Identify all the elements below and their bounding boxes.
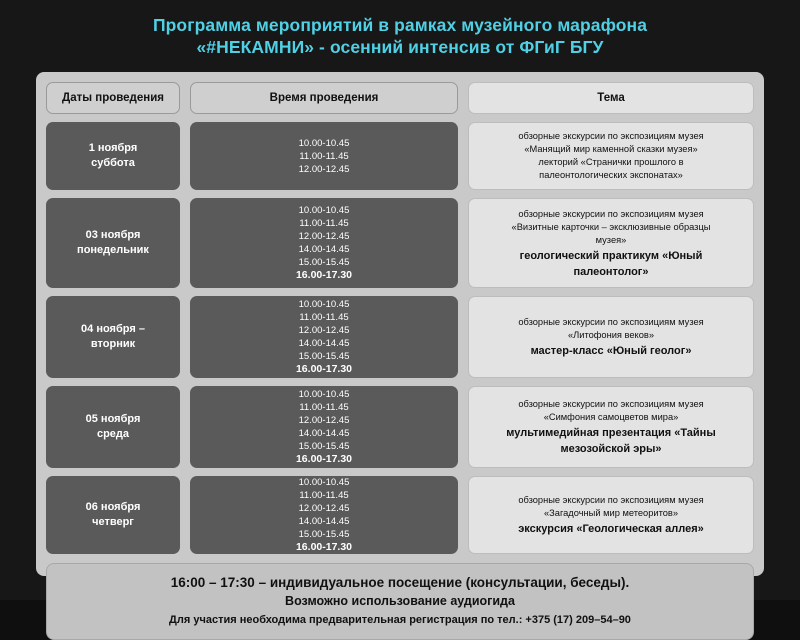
- date-line-2: четверг: [92, 516, 134, 528]
- theme-line: «Симфония самоцветов мира»: [543, 412, 679, 422]
- time-slot: 16.00-17.30: [295, 363, 353, 375]
- time-cell: [190, 122, 458, 190]
- time-cell: [190, 386, 458, 468]
- time-cell: [190, 476, 458, 554]
- time-slot: 12.00-12.45: [298, 415, 350, 426]
- theme-line: лекторий «Странички прошлого в: [538, 157, 684, 167]
- date-line-1: 06 ноября: [85, 501, 141, 513]
- time-slot: 10.00-10.45: [298, 137, 350, 149]
- theme-line: экскурсия «Геологическая аллея»: [518, 523, 704, 535]
- dates-body: [46, 122, 180, 554]
- theme-line: «Визитные карточки – эксклюзивные образцы: [511, 221, 711, 232]
- footer-line-3: Для участия необходима предварительная регистрация по тел.: +375 (17) 209–54–90: [169, 614, 631, 626]
- time-slot: 15.00-15.45: [298, 257, 350, 268]
- date-line-1: 1 ноября: [88, 142, 138, 154]
- date-line-2: среда: [96, 428, 130, 440]
- time-slot: 15.00-15.45: [298, 441, 350, 452]
- theme-line: обзорные экскурсии по экспозициям музея: [518, 399, 704, 409]
- time-slot: 14.00-14.45: [298, 338, 350, 349]
- time-slot: 14.00-14.45: [298, 516, 350, 527]
- time-slot: 10.00-10.45: [298, 389, 350, 400]
- theme-line: обзорные экскурсии по экспозициям музея: [518, 208, 704, 219]
- times-body: [190, 122, 458, 554]
- time-slot: 14.00-14.45: [298, 428, 350, 439]
- column-header-times: Время проведения: [190, 82, 458, 114]
- date-line-1: 04 ноября –: [81, 323, 145, 335]
- time-slot: 10.00-10.45: [298, 205, 350, 216]
- schedule-columns: [46, 82, 754, 554]
- schedule-panel: [36, 72, 764, 626]
- theme-line: мезозойской эры»: [560, 443, 662, 455]
- theme-line: «Манящий мир каменной сказки музея»: [524, 144, 698, 154]
- column-times: [190, 82, 458, 554]
- theme-line: «Литофония веков»: [567, 330, 654, 340]
- time-slot: 12.00-12.45: [298, 503, 350, 514]
- poster-title: [0, 0, 800, 66]
- theme-body: [468, 122, 754, 554]
- theme-line: музея»: [595, 234, 627, 245]
- time-slot: 12.00-12.45: [298, 325, 350, 336]
- date-cell: [46, 198, 180, 288]
- date-cell: [46, 296, 180, 378]
- theme-line: палеонтологических экспонатах»: [539, 170, 683, 180]
- theme-cell: [468, 386, 754, 468]
- time-slot: 11.00-11.45: [299, 312, 349, 323]
- theme-cell: [468, 122, 754, 190]
- time-slot: 11.00-11.45: [299, 402, 349, 413]
- time-slot: 11.00-11.45: [299, 218, 349, 229]
- time-slot: 16.00-17.30: [295, 453, 353, 465]
- date-line-1: 05 ноября: [85, 413, 141, 425]
- theme-line: геологический практикум «Юный: [519, 249, 703, 262]
- footer-note: [46, 563, 754, 640]
- date-line-2: вторник: [90, 338, 136, 350]
- time-slot: 11.00-11.45: [299, 150, 349, 162]
- theme-line: обзорные экскурсии по экспозициям музея: [518, 495, 704, 505]
- column-header-dates: Даты проведения: [46, 82, 180, 114]
- date-cell: [46, 122, 180, 190]
- column-dates: [46, 82, 180, 554]
- theme-line: обзорные экскурсии по экспозициям музея: [518, 131, 704, 141]
- date-line-2: суббота: [91, 157, 135, 169]
- time-slot: 16.00-17.30: [295, 541, 353, 553]
- theme-line: «Загадочный мир метеоритов»: [543, 508, 679, 518]
- column-theme: [468, 82, 754, 554]
- time-cell: [190, 198, 458, 288]
- time-cell: [190, 296, 458, 378]
- time-slot: 14.00-14.45: [298, 244, 350, 255]
- date-cell: [46, 386, 180, 468]
- time-slot: 12.00-12.45: [298, 163, 350, 175]
- title-line-1: Программа мероприятий в рамках музейного марафона: [152, 15, 648, 35]
- time-slot: 10.00-10.45: [298, 299, 350, 310]
- time-slot: 15.00-15.45: [298, 351, 350, 362]
- time-slot: 11.00-11.45: [299, 490, 349, 501]
- footer-line-1: 16:00 – 17:30 – индивидуальное посещение (консультации, беседы).: [170, 575, 630, 590]
- footer-line-2: Возможно использование аудиогида: [285, 594, 515, 608]
- theme-cell: [468, 476, 754, 554]
- title-line-2: «#НЕКАМНИ» - осенний интенсив от ФГиГ БГУ: [196, 37, 604, 57]
- theme-cell: [468, 198, 754, 288]
- theme-line: обзорные экскурсии по экспозициям музея: [518, 317, 704, 327]
- time-slot: 16.00-17.30: [295, 269, 353, 281]
- theme-line: палеонтолог»: [573, 265, 649, 278]
- date-cell: [46, 476, 180, 554]
- date-line-1: 03 ноября: [85, 229, 141, 241]
- column-header-theme: Тема: [468, 82, 754, 114]
- theme-line: мастер-класс «Юный геолог»: [530, 345, 692, 357]
- theme-cell: [468, 296, 754, 378]
- time-slot: 15.00-15.45: [298, 529, 350, 540]
- date-line-2: понедельник: [77, 244, 149, 256]
- theme-line: мультимедийная презентация «Тайны: [506, 427, 716, 439]
- time-slot: 10.00-10.45: [298, 477, 350, 488]
- time-slot: 12.00-12.45: [298, 231, 350, 242]
